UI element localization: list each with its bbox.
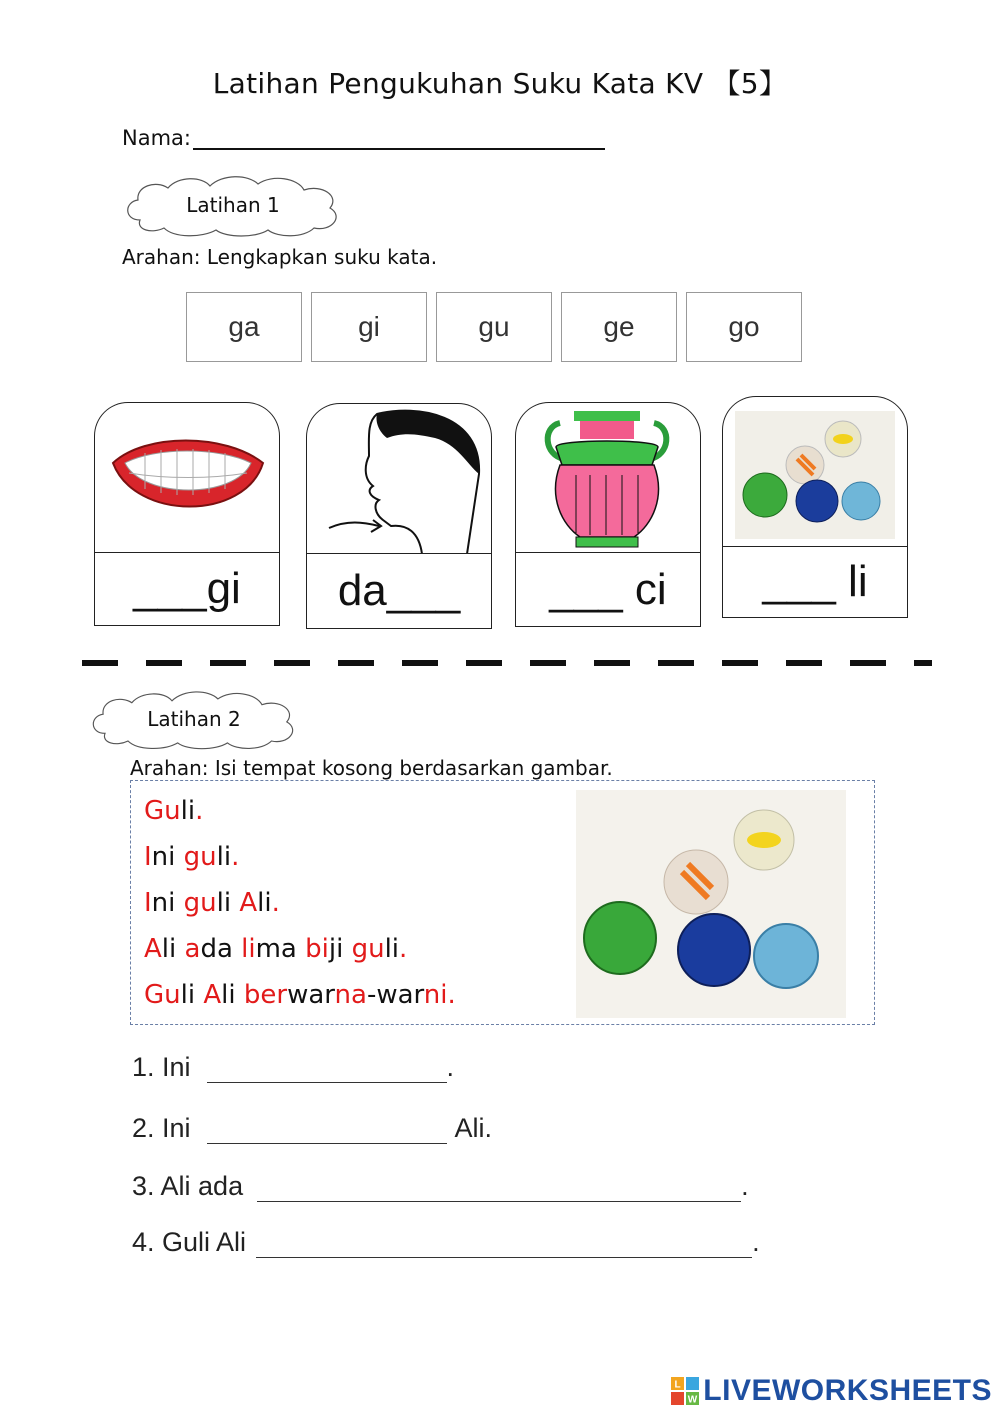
card-image-frame <box>722 396 908 548</box>
word-card-1 <box>94 402 280 626</box>
reading-segment: Gu <box>144 980 181 1010</box>
word-card-4 <box>722 396 908 620</box>
section1-instruction: Arahan: Lengkapkan suku kata. <box>122 245 438 269</box>
card-word[interactable]: ___gi <box>94 552 280 626</box>
reading-segment: Gu <box>144 796 181 826</box>
reading-segment: war <box>287 980 335 1010</box>
card-image-frame <box>515 402 701 554</box>
card-word[interactable]: ___ li <box>722 546 908 618</box>
reading-segment: . <box>447 980 456 1010</box>
reading-passage <box>144 788 456 1018</box>
reading-line <box>144 788 456 834</box>
reading-segment: li <box>216 888 240 918</box>
liveworksheets-logo-icon <box>671 1377 699 1405</box>
reading-segment: li <box>221 980 244 1010</box>
brand-name: LIVEWORKSHEETS <box>703 1374 992 1407</box>
question-suffix: Ali. <box>454 1113 493 1143</box>
section2-cloud <box>84 686 304 752</box>
liveworksheets-logo <box>671 1374 992 1408</box>
marbles-photo-icon <box>576 790 846 1018</box>
answer-blank[interactable] <box>207 1054 447 1083</box>
reading-segment: ber <box>243 980 288 1010</box>
answer-blank[interactable] <box>256 1229 752 1258</box>
reading-segment: a <box>184 934 201 964</box>
question-3 <box>132 1171 749 1202</box>
logo-letter: L <box>674 1379 681 1391</box>
question-suffix: . <box>752 1227 760 1257</box>
reading-segment: ni <box>151 842 184 872</box>
reading-segment: li <box>241 934 256 964</box>
reading-segment: I <box>144 888 152 918</box>
reading-segment: A <box>203 980 222 1010</box>
syllable-option[interactable]: go <box>686 292 802 362</box>
reading-line <box>144 834 456 880</box>
logo-letter: W <box>688 1394 698 1405</box>
card-image-frame <box>306 403 492 555</box>
reading-segment: gu <box>183 888 217 918</box>
reading-line <box>144 972 456 1018</box>
reading-segment: ji <box>328 934 352 964</box>
syllable-option[interactable]: gi <box>311 292 427 362</box>
reading-segment: li <box>257 888 272 918</box>
name-input-line[interactable] <box>193 124 605 150</box>
section2-label: Latihan 2 <box>147 707 241 731</box>
question-prefix: 2. Ini <box>132 1113 191 1143</box>
section1-cloud <box>118 172 348 238</box>
reading-segment: da <box>200 934 242 964</box>
reading-segment: gu <box>351 934 385 964</box>
section-divider <box>82 660 932 666</box>
name-label: Nama: <box>122 126 191 150</box>
card-word[interactable]: da___ <box>306 553 492 629</box>
reading-segment: gu <box>183 842 217 872</box>
question-1 <box>132 1052 454 1083</box>
reading-segment: li <box>180 796 196 826</box>
question-prefix: 4. Guli Ali <box>132 1227 247 1257</box>
reading-segment: ni <box>151 888 184 918</box>
section1-label: Latihan 1 <box>186 193 280 217</box>
syllable-option[interactable]: ga <box>186 292 302 362</box>
card-word[interactable]: ___ ci <box>515 552 701 627</box>
question-suffix: . <box>446 1052 455 1082</box>
question-2 <box>132 1113 492 1144</box>
reading-segment: ni <box>423 980 448 1010</box>
reading-segment: li <box>161 934 185 964</box>
reading-line <box>144 926 456 972</box>
word-card-3 <box>515 402 701 626</box>
question-4 <box>132 1227 760 1258</box>
syllable-bank <box>186 292 802 362</box>
page-title: Latihan Pengukuhan Suku Kata KV 【5】 <box>212 67 788 100</box>
vase-icon <box>516 403 699 553</box>
section2-instruction: Arahan: Isi tempat kosong berdasarkan gambar. <box>130 756 613 780</box>
reading-segment: . <box>271 888 280 918</box>
man-chin-profile-icon <box>307 404 490 554</box>
name-row <box>122 124 605 150</box>
card-image-frame <box>94 402 280 554</box>
reading-segment: I <box>144 842 152 872</box>
question-prefix: 3. Ali ada <box>132 1171 244 1201</box>
reading-segment: . <box>399 934 408 964</box>
reading-segment: ma <box>255 934 306 964</box>
reading-segment: li <box>180 980 204 1010</box>
question-suffix: . <box>741 1171 749 1201</box>
reading-segment: . <box>231 842 240 872</box>
reading-segment: bi <box>305 934 329 964</box>
reading-segment: -war <box>366 980 424 1010</box>
reading-segment: . <box>195 796 204 826</box>
marbles-icon <box>723 397 906 547</box>
reading-segment: li <box>216 842 232 872</box>
reading-line <box>144 880 456 926</box>
reading-segment: A <box>144 934 162 964</box>
mouth-teeth-icon <box>95 403 278 553</box>
question-prefix: 1. Ini <box>132 1052 191 1082</box>
syllable-option[interactable]: ge <box>561 292 677 362</box>
reading-segment: li <box>384 934 400 964</box>
reading-segment: na <box>334 980 367 1010</box>
syllable-option[interactable]: gu <box>436 292 552 362</box>
answer-blank[interactable] <box>257 1173 741 1202</box>
answer-blank[interactable] <box>207 1115 447 1144</box>
reading-segment: A <box>239 888 258 918</box>
word-card-2 <box>306 403 492 627</box>
